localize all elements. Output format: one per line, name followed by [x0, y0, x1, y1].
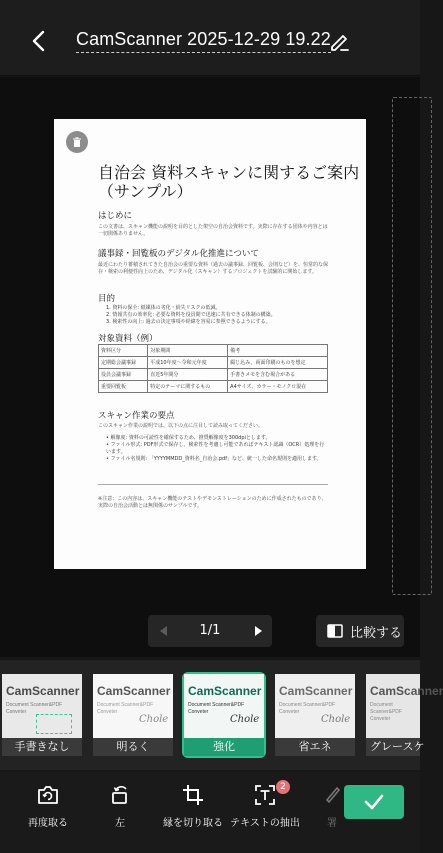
- thumbnail-brand: CamScanner: [279, 684, 353, 698]
- signature-pen-icon: [321, 782, 343, 808]
- thumbnail-subtitle-line: Conveter: [370, 716, 391, 722]
- delete-page-button[interactable]: [66, 131, 88, 153]
- thumbnail-brand: CamScanner: [188, 684, 262, 698]
- filter-thumbnail: [93, 674, 173, 738]
- thumbnail-signature: Chole: [321, 714, 351, 725]
- retake-label: 再度取る: [28, 818, 68, 829]
- ocr-count-badge: 2: [276, 780, 290, 794]
- next-page-placeholder: [392, 97, 432, 595]
- rotate-left-button[interactable]: [100, 782, 140, 842]
- triangle-left-icon: [156, 623, 172, 639]
- thumbnail-subtitle-line: Conveter: [188, 709, 209, 715]
- table-cell: 資料区分: [99, 345, 148, 357]
- thumbnail-signature: Chole: [139, 714, 169, 725]
- text-scan-icon: [252, 782, 278, 808]
- chevron-left-icon: [24, 26, 54, 56]
- filter-label: 強化: [184, 738, 264, 756]
- compare-icon: [326, 622, 344, 640]
- table-cell: 対象期間: [148, 345, 228, 357]
- compare-button[interactable]: [316, 615, 404, 647]
- crop-label: 縁を切り取る: [163, 818, 223, 829]
- filter-thumbnail: [184, 674, 264, 738]
- thumbnail-subtitle-line: Document Scanner&PDF: [6, 702, 63, 708]
- purpose-item: 3. 検索性の向上: 過去の決定事項や経緯を容易に参照できるようにする。: [106, 319, 271, 325]
- table-cell: 平成10年度〜令和元年度: [148, 357, 228, 369]
- document-title[interactable]: CamScanner 2025-12-29 19.22: [76, 28, 331, 53]
- filter-label: 明るく: [93, 738, 173, 756]
- filter-thumbnail: [2, 674, 82, 738]
- previous-page-button[interactable]: [156, 623, 172, 639]
- filter-thumbnail: [275, 674, 355, 738]
- thumbnail-subtitle-line: Conveter: [6, 709, 27, 715]
- thumbnail-signature: Chole: [230, 714, 260, 725]
- notes-item: • ファイル名規則: 「YYYYMMDD_資料名_自治会.pdf」など、統一した命名規則を適用します。: [106, 456, 322, 462]
- notes-text: このスキャン作業の説明では、以下の点に注目して読み取ってください。: [98, 423, 264, 429]
- crop-icon: [180, 782, 206, 808]
- thumbnail-subtitle-line: Document Scanner&PDF: [279, 702, 336, 708]
- divider: [98, 484, 328, 485]
- checkmark-icon: [361, 789, 387, 815]
- triangle-right-icon: [250, 623, 266, 639]
- page-heading: [98, 163, 359, 201]
- section1-text: 最近にわたり蓄積されてきた自治会の重要な資料（過去の議事録、回覧板、会則など）を、恒常的な保存・検索の利便性向上のため、デジタル化（スキャン）するプロジェクトを試験的に開始します。: [98, 262, 329, 275]
- page-heading-line2: （サンプル）: [98, 182, 193, 201]
- thumbnail-brand: CamScanner: [6, 684, 80, 698]
- purpose-item: 1. 資料の保全: 紙媒体の劣化・紛失リスクの低減。: [106, 305, 221, 311]
- thumbnail-subtitle-line: Document Scanner&PDF: [97, 702, 154, 708]
- documents-table: [98, 344, 328, 393]
- thumbnail-subtitle-line: Conveter: [279, 709, 300, 715]
- thumbnail-brand: CamScanner: [370, 684, 443, 698]
- sign-button[interactable]: [320, 782, 344, 842]
- page-heading-line1: 自治会 資料スキャンに関するご案内: [98, 163, 360, 182]
- page-indicator: 1/1: [199, 623, 221, 638]
- table-cell: 役員会議事録: [99, 369, 148, 381]
- filter-strip: [0, 660, 443, 770]
- rename-button[interactable]: [328, 30, 352, 54]
- retake-button[interactable]: [18, 782, 78, 842]
- handwriting-removed-box: [36, 714, 72, 734]
- pencil-icon: [328, 30, 352, 54]
- table-heading: 対象資料（例）: [98, 334, 158, 344]
- scanned-page[interactable]: [54, 119, 366, 569]
- filter-brighten[interactable]: [93, 674, 173, 756]
- notes-item: • ファイル形式: PDF形式で保存し、検索性を考慮し可能であればテキスト認識（OCR）処理を行います。: [106, 442, 325, 455]
- table-row: [99, 381, 328, 393]
- top-bar: [0, 0, 420, 76]
- sign-label: 署: [327, 818, 337, 829]
- footnote: ※注意：この内容は、スキャン機能のテストやデモンストレーションのために作成されたものであり、実際の自治会活動とは無関係のサンプルです。: [98, 496, 327, 509]
- camera-retake-icon: [35, 782, 61, 808]
- intro-heading: はじめに: [98, 211, 133, 221]
- thumbnail-subtitle-line: Document Scanner&PDF: [188, 702, 245, 708]
- filter-enhance[interactable]: [184, 674, 264, 756]
- purpose-list: [106, 305, 326, 326]
- table-row: [99, 345, 328, 357]
- intro-text: この文書は、スキャン機能の説明を目的とした架空の自治会資料です。実際に存在する団体や内容とは一切関係ありません。: [98, 224, 328, 237]
- thumbnail-brand: CamScanner: [97, 684, 171, 698]
- thumbnail-subtitle-line: Conveter: [97, 709, 118, 715]
- confirm-button[interactable]: [344, 785, 404, 819]
- back-button[interactable]: [24, 26, 54, 56]
- filter-grayscale[interactable]: [366, 674, 443, 756]
- filter-no-handwriting[interactable]: [2, 674, 82, 756]
- notes-item: • 解像度: 資料の可読性を確保するため、推奨解像度を300dpiとします。: [106, 435, 271, 441]
- rotate-left-icon: [107, 782, 133, 808]
- table-cell: 特定のテーマに関するもの: [148, 381, 228, 393]
- notes-heading: スキャン作業の要点: [98, 411, 175, 421]
- crop-button[interactable]: [160, 782, 226, 842]
- filter-thumbnail: [366, 674, 443, 738]
- purpose-heading: 目的: [98, 294, 116, 304]
- table-cell: 手書きメモを含む場合がある: [228, 369, 328, 381]
- extract-text-label: テキストの抽出: [230, 818, 300, 829]
- filter-label: 手書きなし: [2, 738, 82, 756]
- thumbnail-subtitle-line: Document Scanner&PDF: [370, 702, 402, 715]
- thumbnail-subtitle: [370, 702, 420, 723]
- table-cell: 直近5年間分: [148, 369, 228, 381]
- purpose-item: 2. 情報共有の効率化: 必要な資料を役員間で迅速に共有できる体制の構築。: [106, 312, 276, 318]
- table-row: [99, 357, 328, 369]
- table-row: [99, 369, 328, 381]
- filter-eco[interactable]: [275, 674, 355, 756]
- rotate-label: 左: [115, 818, 125, 829]
- table-cell: 綴じ込み、両面印刷のものを想定: [228, 357, 328, 369]
- notes-list: [106, 435, 326, 463]
- table-cell: 重要回覧板: [99, 381, 148, 393]
- table-cell: A4サイズ、カラー・モノクロ混在: [228, 381, 328, 393]
- filter-label: グレースケ: [366, 738, 420, 756]
- page-pager: [148, 615, 272, 647]
- compare-label: 比較する: [350, 625, 403, 641]
- section1-heading: 議事録・回覧板のデジタル化推進について: [98, 249, 259, 259]
- extract-text-button[interactable]: [230, 782, 300, 842]
- table-cell: 定期総会議事録: [99, 357, 148, 369]
- trash-icon: [71, 136, 83, 148]
- next-page-button[interactable]: [250, 623, 266, 639]
- table-cell: 備考: [228, 345, 328, 357]
- filter-label: 省エネ: [275, 738, 355, 756]
